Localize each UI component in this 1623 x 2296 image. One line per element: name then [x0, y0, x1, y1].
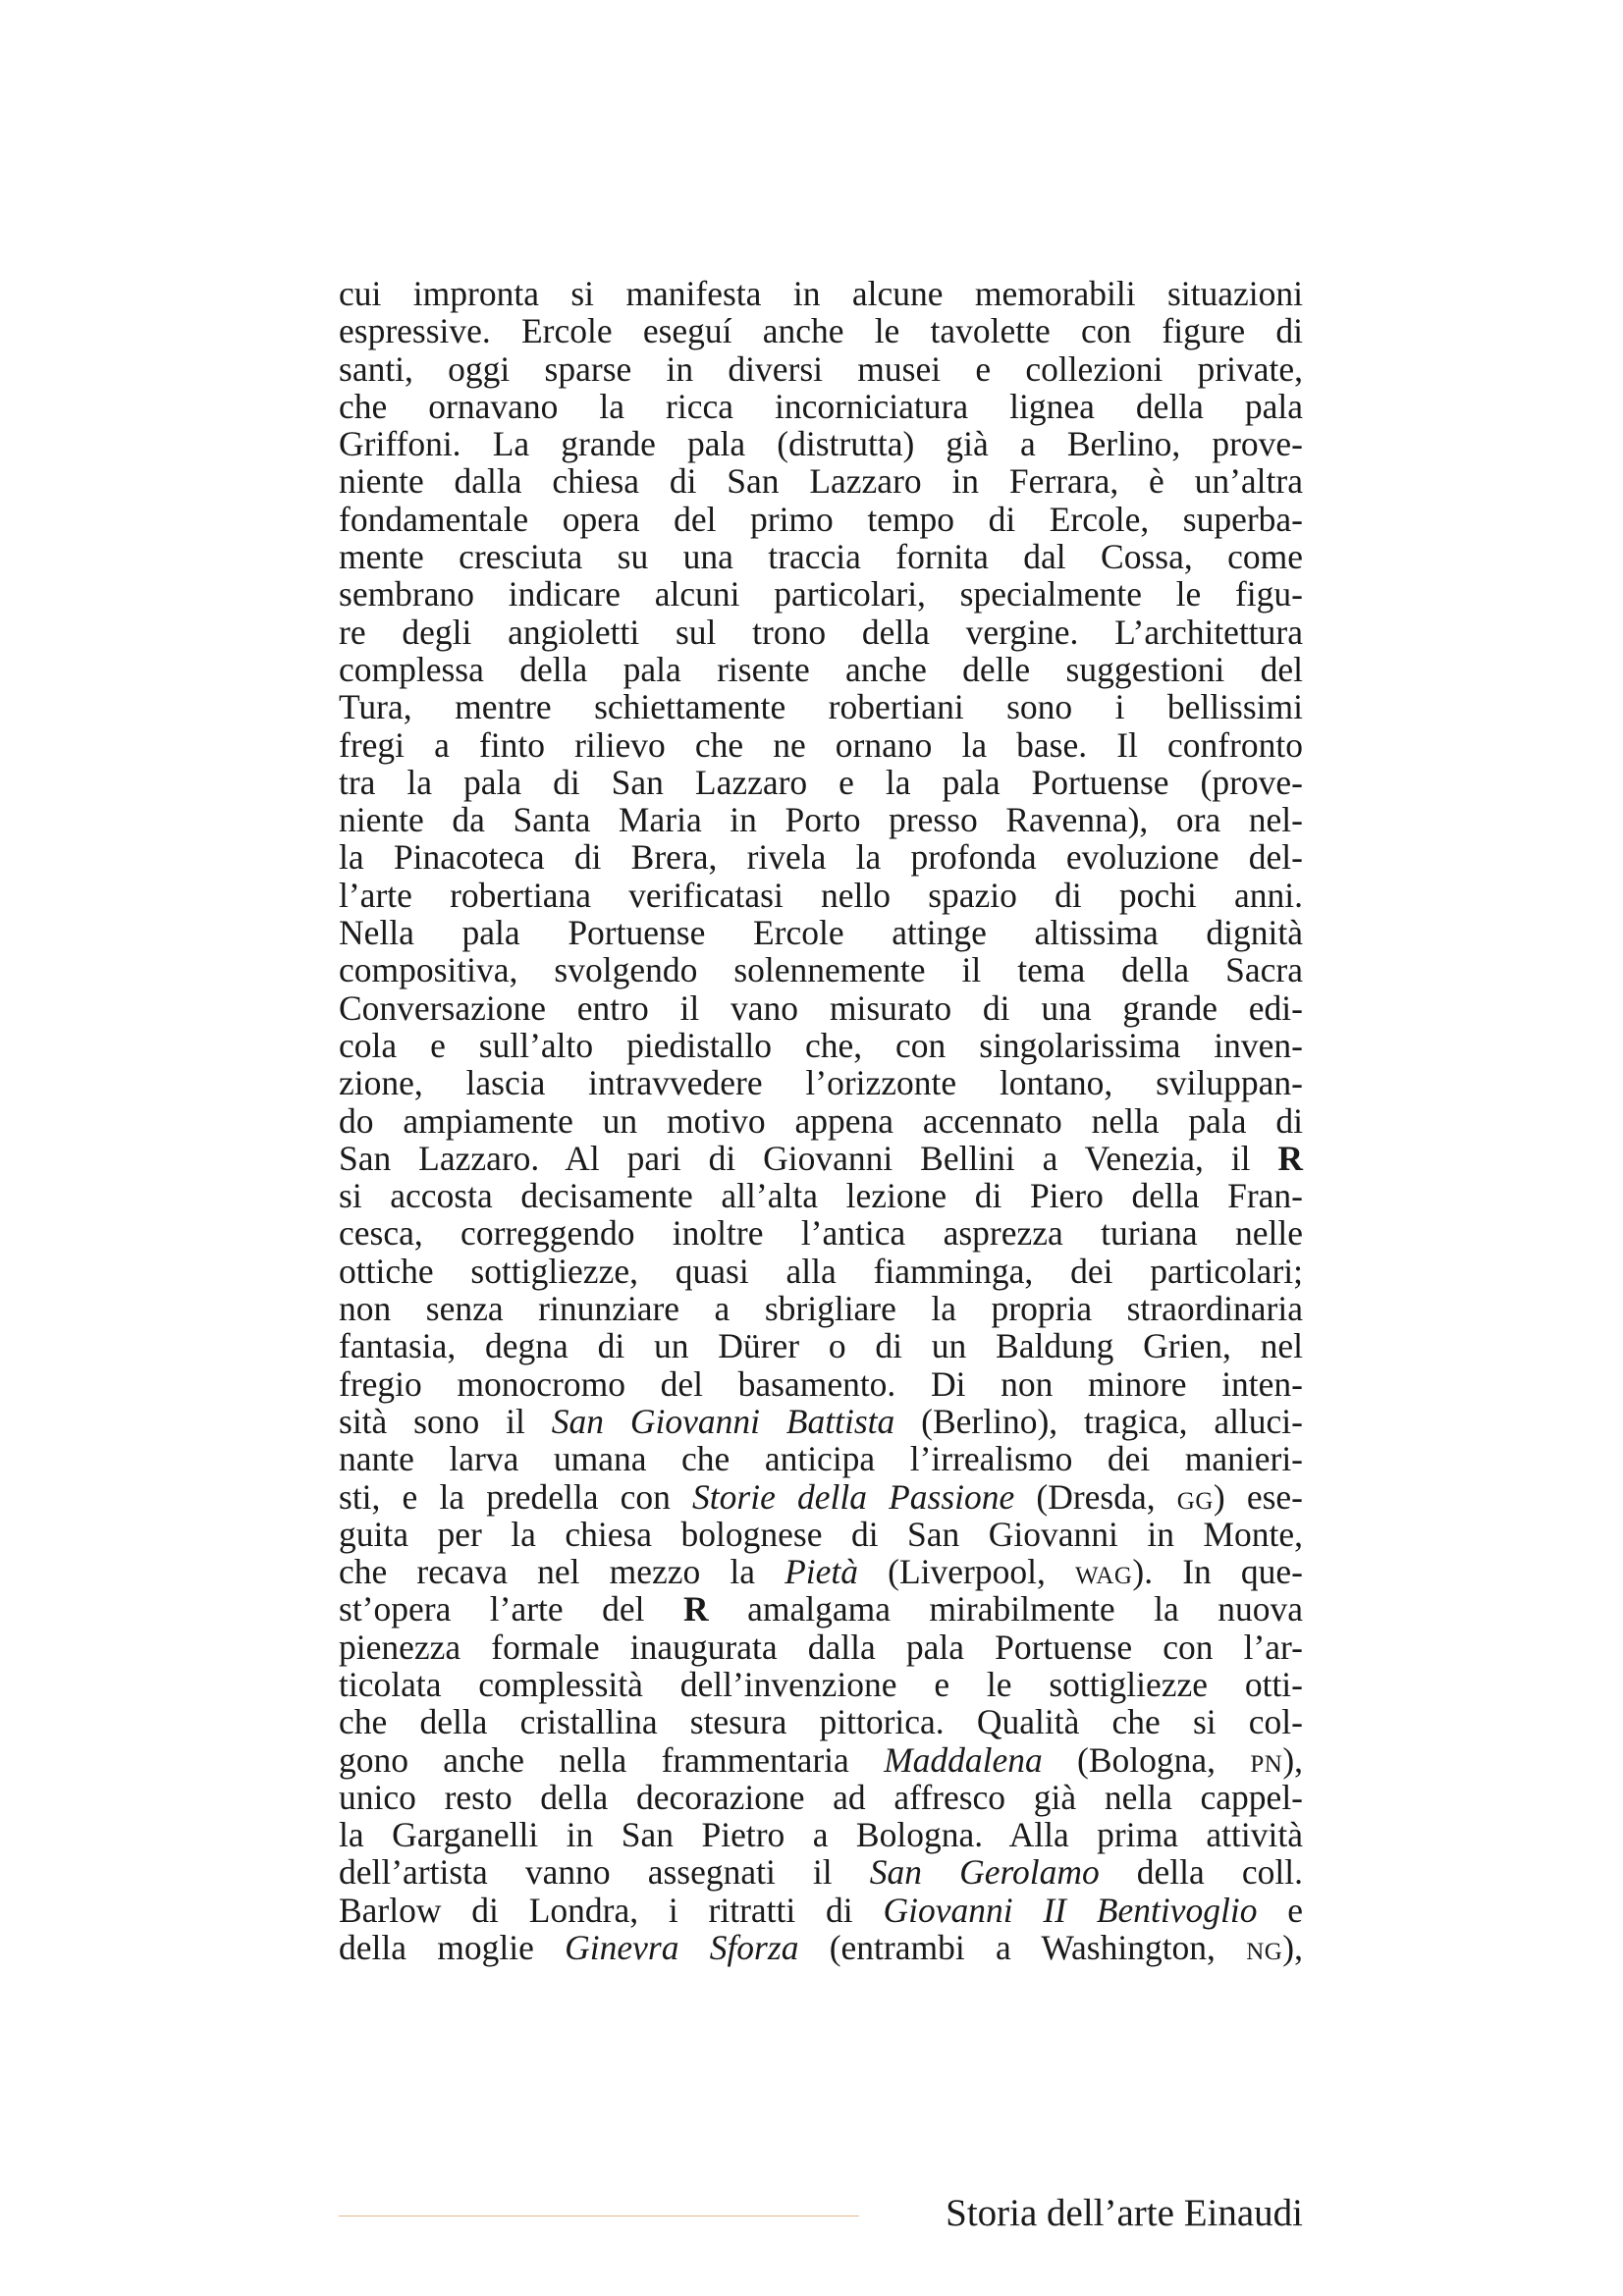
text-line: la Garganelli in San Pietro a Bologna. Alla prima attività	[339, 1815, 1303, 1855]
text-line: mente cresciuta su una traccia fornita dal Cossa, come	[339, 537, 1303, 577]
text-line: San Lazzaro. Al pari di Giovanni Bellini a Venezia, il R	[339, 1138, 1303, 1178]
text-line: cola e sull’alto piedistallo che, con singolarissima inven-	[339, 1025, 1303, 1065]
text-line: Griffoni. La grande pala (distrutta) già a Berlino, prove-	[339, 424, 1303, 464]
footer-book-title: Storia dell’arte Einaudi	[946, 2192, 1303, 2234]
artwork-title: San Gerolamo	[869, 1852, 1100, 1893]
text-line: Nella pala Portuense Ercole attinge altissima dignità	[339, 913, 1303, 953]
bold-initial: R	[682, 1589, 709, 1629]
text-line: nante larva umana che anticipa l’irrealismo dei manieri-	[339, 1439, 1303, 1479]
text-line: compositiva, svolgendo solennemente il tema della Sacra	[339, 950, 1303, 990]
artwork-title: Maddalena	[884, 1739, 1043, 1780]
text-line: sità sono il San Giovanni Battista (Berlino), tragica, alluci-	[339, 1401, 1303, 1441]
text-line: tra la pala di San Lazzaro e la pala Portuense (prove-	[339, 762, 1303, 802]
text-line: dell’artista vanno assegnati il San Gerolamo della coll.	[339, 1852, 1303, 1893]
artwork-title: Giovanni II Bentivoglio	[883, 1890, 1258, 1930]
text-line: sti, e la predella con Storie della Passione (Dresda, gg) ese-	[339, 1476, 1303, 1517]
artwork-title: Ginevra Sforza	[565, 1928, 799, 1968]
text-line: fregi a finto rilievo che ne ornano la base. Il confronto	[339, 724, 1303, 765]
text-line: sembrano indicare alcuni particolari, specialmente le figu-	[339, 574, 1303, 614]
museum-abbr: pn	[1250, 1739, 1283, 1780]
text-line: Barlow di Londra, i ritratti di Giovanni II Bentivoglio e	[339, 1890, 1303, 1930]
text-line: fantasia, degna di un Dürer o di un Baldung Grien, nel	[339, 1326, 1303, 1366]
text-line: zione, lascia intravvedere l’orizzonte lontano, sviluppan-	[339, 1063, 1303, 1103]
text-line: che recava nel mezzo la Pietà (Liverpool, wag). In que-	[339, 1552, 1303, 1592]
text-line: Conversazione entro il vano misurato di una grande edi-	[339, 988, 1303, 1028]
artwork-title: San Giovanni Battista	[551, 1401, 895, 1441]
museum-abbr: ng	[1246, 1928, 1283, 1968]
text-line: Tura, mentre schiettamente robertiani sono i bellissimi	[339, 687, 1303, 727]
text-line: della moglie Ginevra Sforza (entrambi a Washington, ng),	[339, 1928, 1303, 1968]
text-line: niente da Santa Maria in Porto presso Ravenna), ora nel-	[339, 800, 1303, 840]
text-line: st’opera l’arte del R amalgama mirabilmente la nuova	[339, 1589, 1303, 1629]
text-line: pienezza formale inaugurata dalla pala Portuense con l’ar-	[339, 1627, 1303, 1667]
text-line: santi, oggi sparse in diversi musei e collezioni private,	[339, 348, 1303, 389]
text-line: espressive. Ercole eseguí anche le tavolette con figure di	[339, 311, 1303, 351]
text-line: cui impronta si manifesta in alcune memorabili situazioni	[339, 274, 1303, 313]
text-line: ottiche sottigliezze, quasi alla fiamminga, dei particolari;	[339, 1251, 1303, 1291]
text-line: niente dalla chiesa di San Lazzaro in Ferrara, è un’altra	[339, 461, 1303, 502]
text-line: do ampiamente un motivo appena accennato nella pala di	[339, 1100, 1303, 1141]
text-line: fondamentale opera del primo tempo di Ercole, superba-	[339, 499, 1303, 539]
text-line: che della cristallina stesura pittorica. Qualità che si col-	[339, 1702, 1303, 1742]
museum-abbr: gg	[1176, 1476, 1214, 1517]
artwork-title: Pietà	[784, 1552, 859, 1592]
text-line: gono anche nella frammentaria Maddalena (Bologna, pn),	[339, 1739, 1304, 1780]
text-line: fregio monocromo del basamento. Di non minore inten-	[339, 1363, 1303, 1404]
text-line: ticolata complessità dell’invenzione e le sottigliezze otti-	[339, 1664, 1303, 1704]
text-line: unico resto della decorazione ad affresco già nella cappel-	[339, 1777, 1303, 1817]
text-line: guita per la chiesa bolognese di San Giovanni in Monte,	[339, 1514, 1303, 1554]
text-line: non senza rinunziare a sbrigliare la propria straordinaria	[339, 1289, 1303, 1329]
bold-initial: R	[1277, 1138, 1303, 1178]
artwork-title: Storie della Passione	[692, 1476, 1015, 1517]
text-line: complessa della pala risente anche delle suggestioni del	[339, 649, 1303, 689]
text-line: cesca, correggendo inoltre l’antica asprezza turiana nelle	[339, 1213, 1303, 1254]
museum-abbr: wag	[1074, 1552, 1133, 1592]
body-text	[339, 275, 1303, 1966]
text-line: l’arte robertiana verificatasi nello spazio di pochi anni.	[339, 875, 1303, 915]
text-line: che ornavano la ricca incorniciatura lignea della pala	[339, 386, 1303, 426]
text-line: si accosta decisamente all’alta lezione di Piero della Fran-	[339, 1176, 1303, 1216]
text-line: la Pinacoteca di Brera, rivela la profonda evoluzione del-	[339, 837, 1303, 878]
text-line: re degli angioletti sul trono della vergine. L’architettura	[339, 612, 1303, 652]
